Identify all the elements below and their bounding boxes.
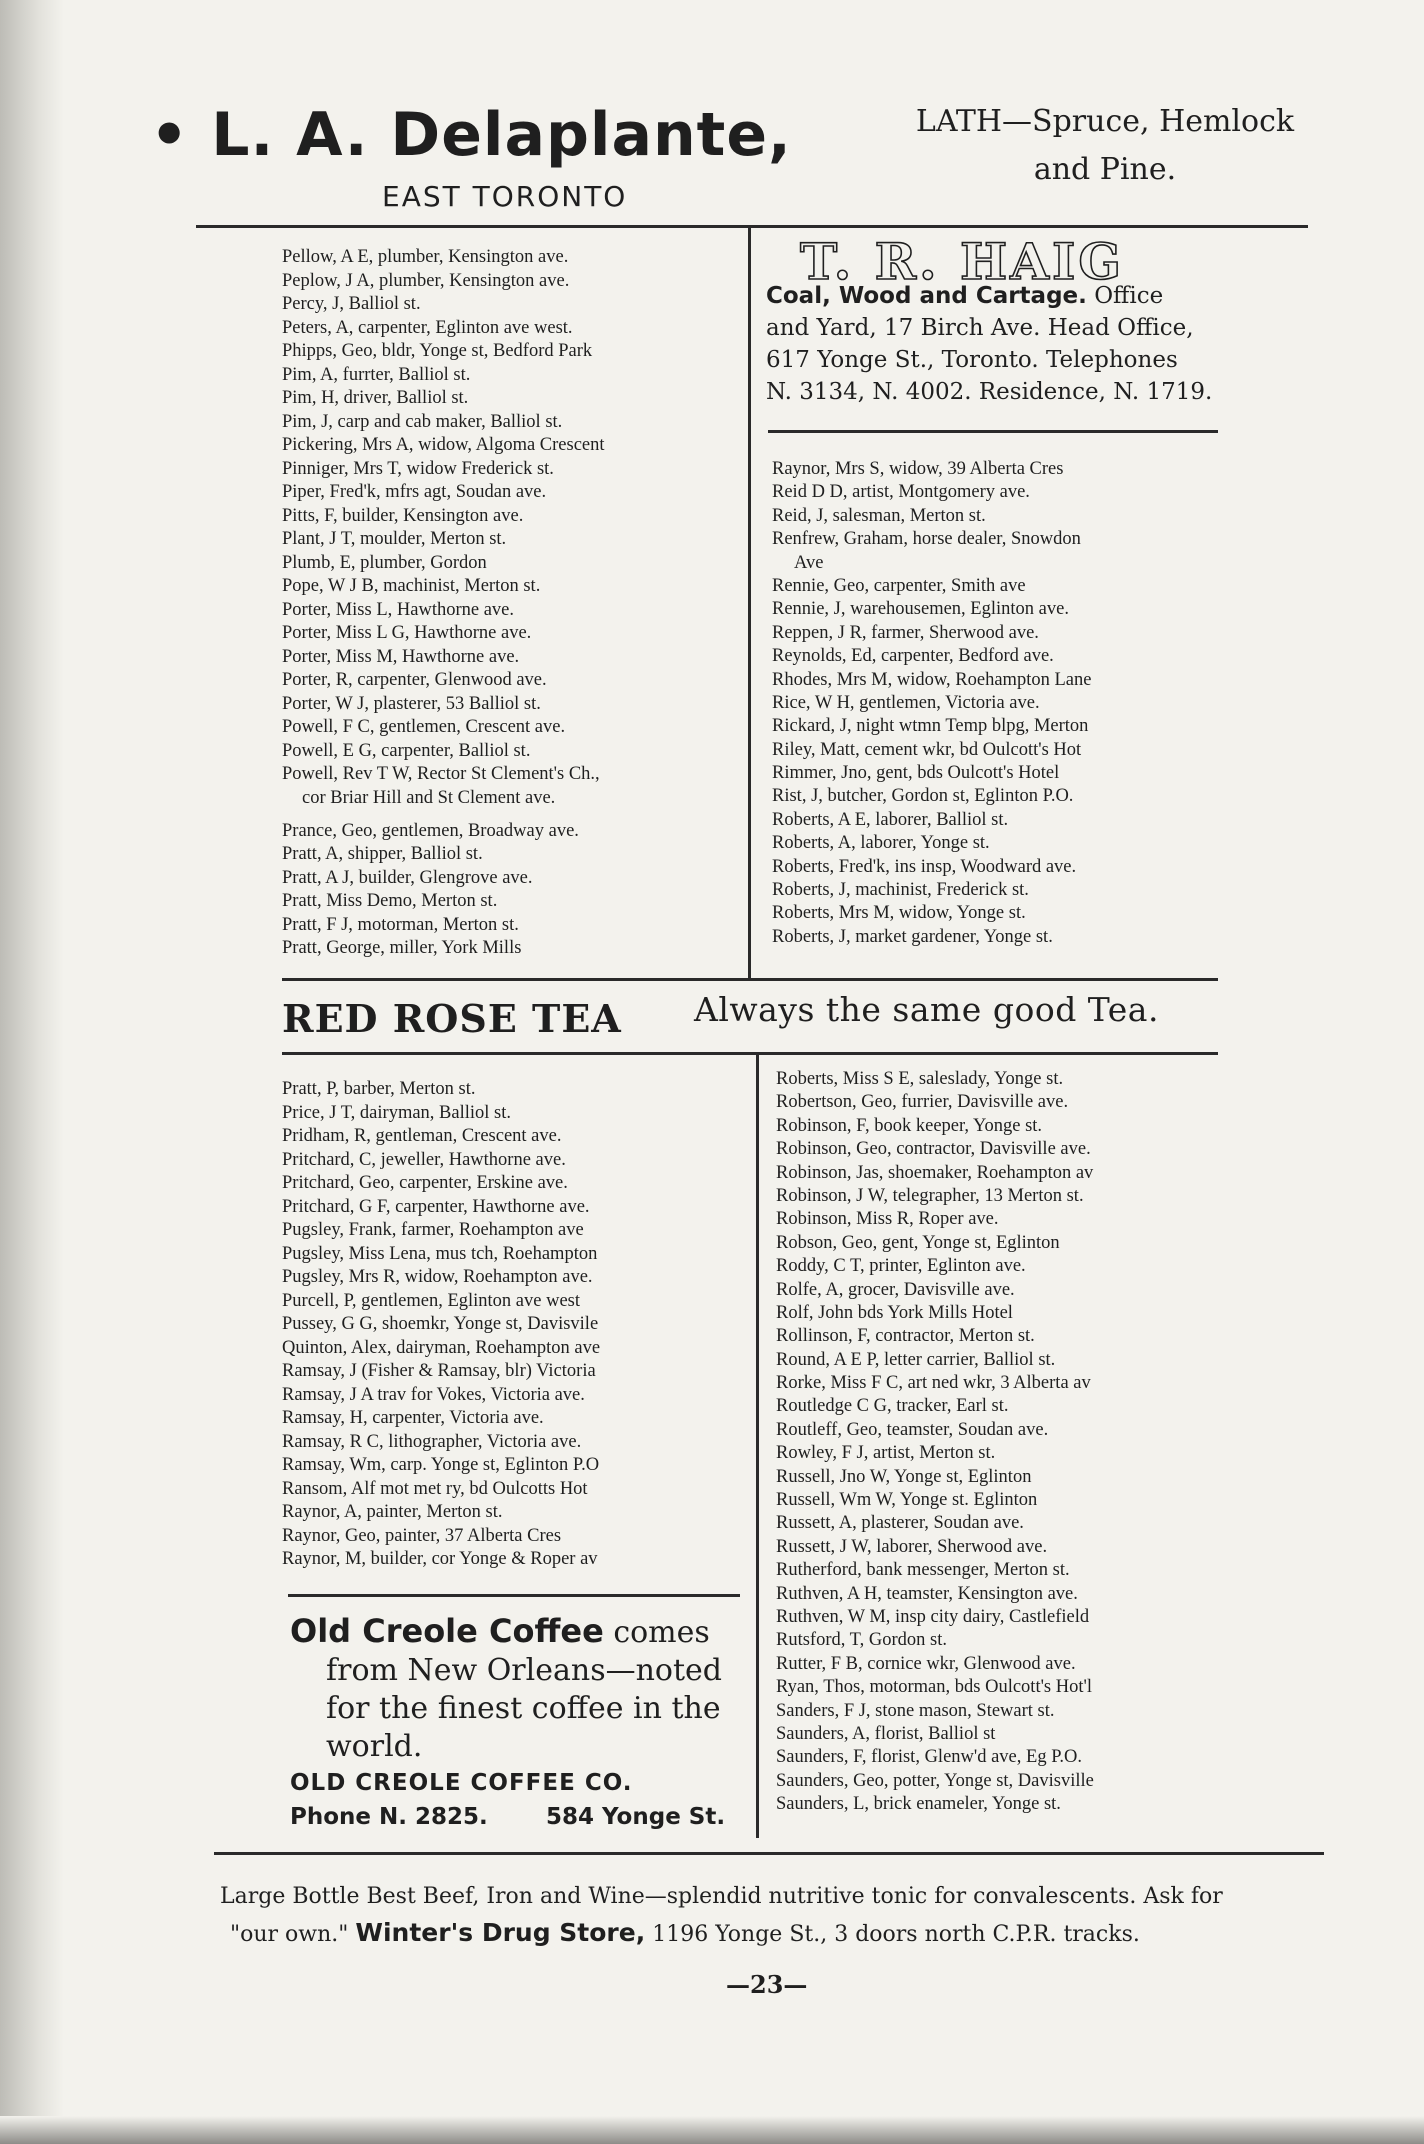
list-item: Russett, J W, laborer, Sherwood ave. [776,1536,1048,1557]
lath-products [895,98,1315,194]
haig-services: Coal, Wood and Cartage. [766,283,1087,309]
list-item: Ramsay, J A trav for Vokes, Victoria ave. [282,1384,585,1405]
list-item: Round, A E P, letter carrier, Balliol st. [776,1349,1056,1370]
list-item: Piper, Fred'k, mfrs agt, Soudan ave. [282,482,547,502]
list-item: Pritchard, C, jeweller, Hawthorne ave. [282,1149,566,1170]
footer-rule [214,1852,1324,1855]
list-item: Routleff, Geo, teamster, Soudan ave. [776,1419,1049,1440]
list-item: Saunders, F, florist, Glenw'd ave, Eg P.O. [776,1747,1083,1768]
creole-comes: comes [603,1615,710,1650]
list-item: Porter, Miss L, Hawthorne ave. [282,599,514,620]
list-item: Plant, J T, moulder, Merton st. [282,529,507,549]
list-item: Rhodes, Mrs M, widow, Roehampton Lane [772,669,1092,690]
list-item: Pugsley, Mrs R, widow, Roehampton ave. [282,1267,593,1287]
list-item: Peplow, J A, plumber, Kensington ave. [282,270,570,291]
list-item: Russett, A, plasterer, Soudan ave. [776,1513,1024,1534]
redrose-top-rule [282,978,1218,981]
page-bottom-edge [0,2116,1424,2144]
footer-drug-store: Winter's Drug Store, [355,1918,646,1947]
list-item: Roberts, J, market gardener, Yonge st. [772,926,1053,947]
footer-ad-line-2 [230,1918,1340,1947]
list-item: Rolf, John bds York Mills Hotel [776,1302,1013,1323]
list-item: Rollinson, F, contractor, Merton st. [776,1326,1035,1347]
list-item: Porter, R, carpenter, Glenwood ave. [282,670,547,690]
list-item: Saunders, Geo, potter, Yonge st, Davisville [776,1770,1094,1791]
page-binding-shadow [0,0,64,2144]
list-item: Pridham, R, gentleman, Crescent ave. [282,1126,562,1146]
creole-top-rule [288,1594,740,1597]
haig-line-1 [766,280,1226,312]
upper-column-divider [748,228,751,978]
list-item: Pratt, P, barber, Merton st. [282,1079,476,1099]
list-item: Ransom, Alf mot met ry, bd Oulcotts Hot [282,1478,588,1499]
list-item: Rutherford, bank messenger, Merton st. [776,1560,1070,1581]
footer-ad-line-1: Large Bottle Best Beef, Iron and Wine—splendid nutritive tonic for convalescents. Ask for [220,1884,1223,1909]
creole-contact [290,1804,750,1830]
list-item: Robinson, Jas, shoemaker, Roehampton av [776,1162,1094,1183]
list-item: Pickering, Mrs A, widow, Algoma Crescent [282,435,605,455]
list-item: Prance, Geo, gentlemen, Broadway ave. [282,820,579,841]
list-item: Pope, W J B, machinist, Merton st. [282,576,541,596]
list-item: Reid D D, artist, Montgomery ave. [772,482,1030,503]
list-item: Rickard, J, night wtmn Temp blpg, Merton [772,716,1089,737]
haig-line-2: and Yard, 17 Birch Ave. Head Office, [766,315,1194,341]
redrose-bottom-rule [282,1052,1218,1055]
list-item: Rolfe, A, grocer, Davisville ave. [776,1279,1015,1300]
list-item: Raynor, M, builder, cor Yonge & Roper av [282,1549,598,1569]
list-item: Porter, Miss L G, Hawthorne ave. [282,623,532,643]
page-number: —23— [726,1970,808,1999]
creole-line-1 [290,1612,750,1652]
haig-name: T. R. HAIG [800,232,1125,291]
list-item: Porter, Miss M, Hawthorne ave. [282,646,520,667]
red-rose-slogan: Always the same good Tea. [694,990,1159,1029]
creole-line-2: from New Orleans—noted [326,1653,722,1688]
list-item: Rist, J, butcher, Gordon st, Eglinton P.O. [772,786,1074,807]
list-item: Roberts, Mrs M, widow, Yonge st. [772,903,1026,924]
list-item: Pellow, A E, plumber, Kensington ave. [282,247,569,267]
list-item: Ramsay, J (Fisher & Ramsay, blr) Victoria [282,1361,596,1381]
creole-address: 584 Yonge St. [546,1804,726,1830]
list-item: Pugsley, Miss Lena, mus tch, Roehampton [282,1243,598,1264]
delaplante-heading [150,100,792,170]
lower-column-divider [756,1052,759,1838]
list-item: Ramsay, R C, lithographer, Victoria ave. [282,1431,582,1452]
list-item: Ruthven, W M, insp city dairy, Castlefield [776,1606,1090,1627]
red-rose-tea-brand: RED ROSE TEA [282,996,622,1041]
creole-phone: Phone N. 2825. [290,1804,488,1830]
list-item: Price, J T, dairyman, Balliol st. [282,1102,511,1123]
list-item: Pratt, Miss Demo, Merton st. [282,891,498,911]
list-item: Pinniger, Mrs T, widow Frederick st. [282,458,554,479]
list-item: Sanders, F J, stone mason, Stewart st. [776,1700,1055,1721]
list-item: Plumb, E, plumber, Gordon [282,552,487,573]
list-item: Rimmer, Jno, gent, bds Oulcott's Hotel [772,763,1060,784]
directory-column-a [282,246,605,961]
list-item: Pim, J, carp and cab maker, Balliol st. [282,411,563,432]
list-item: Reppen, J R, farmer, Sherwood ave. [772,622,1039,643]
list-item: Rorke, Miss F C, art ned wkr, 3 Alberta av [776,1373,1091,1394]
creole-company: OLD CREOLE COFFEE CO. [290,1770,633,1796]
list-item: Rice, W H, gentlemen, Victoria ave. [772,692,1040,713]
haig-office: Office [1086,283,1164,309]
list-item: Roberts, A E, laborer, Balliol st. [772,809,1009,830]
list-item: Roberts, Miss S E, saleslady, Yonge st. [776,1069,1064,1089]
list-item: Riley, Matt, cement wkr, bd Oulcott's Hot [772,739,1082,760]
list-item: Renfrew, Graham, horse dealer, Snowdon [772,529,1081,550]
list-item: Rutsford, T, Gordon st. [776,1630,947,1651]
list-item: Pratt, A J, builder, Glengrove ave. [282,867,533,888]
haig-line-3: 617 Yonge St., Toronto. Telephones [766,347,1178,373]
list-item: Porter, W J, plasterer, 53 Balliol st. [282,693,541,714]
list-item: Robinson, Geo, contractor, Davisville ave. [776,1139,1091,1160]
list-item: Rennie, Geo, carpenter, Smith ave [772,575,1026,596]
list-item: Ave [794,552,824,573]
list-item: Powell, E G, carpenter, Balliol st. [282,740,531,761]
list-item: Ruthven, A H, teamster, Kensington ave. [776,1583,1078,1604]
list-item: Raynor, Geo, painter, 37 Alberta Cres [282,1525,562,1546]
list-item: Reid, J, salesman, Merton st. [772,505,986,526]
creole-line-3: for the finest coffee in the [326,1691,721,1726]
list-item: Russell, Wm W, Yonge st. Eglinton [776,1490,1038,1511]
list-item: Quinton, Alex, dairyman, Roehampton ave [282,1337,601,1358]
list-item: Pim, A, furrter, Balliol st. [282,364,471,385]
list-item: Ramsay, Wm, carp. Yonge st, Eglinton P.O [282,1455,600,1475]
list-item: Powell, Rev T W, Rector St Clement's Ch., [282,764,600,784]
list-item: Pratt, F J, motorman, Merton st. [282,914,519,935]
list-item: Pratt, George, miller, York Mills [282,938,522,958]
list-item: Roberts, Fred'k, ins insp, Woodward ave. [772,856,1077,877]
list-item: Pitts, F, builder, Kensington ave. [282,505,524,526]
advertiser-location: EAST TORONTO [382,180,628,213]
list-item: Peters, A, carpenter, Eglinton ave west. [282,317,573,338]
list-item: Rennie, J, warehousemen, Eglinton ave. [772,599,1069,620]
header-rule [196,225,1308,228]
list-item: Saunders, L, brick enameler, Yonge st. [776,1794,1061,1815]
list-item: Purcell, P, gentlemen, Eglinton ave west [282,1290,580,1311]
list-item: Pugsley, Frank, farmer, Roehampton ave [282,1220,584,1240]
list-item: Robinson, J W, telegrapher, 13 Merton st. [776,1185,1084,1206]
creole-coffee-ad [290,1612,750,1766]
list-item: Ryan, Thos, motorman, bds Oulcott's Hot'l [776,1677,1092,1698]
list-item: Ramsay, H, carpenter, Victoria ave. [282,1408,544,1428]
list-item: Robson, Geo, gent, Yonge st, Eglinton [776,1232,1060,1253]
list-item: Pussey, G G, shoemkr, Yonge st, Davisvile [282,1314,599,1334]
directory-column-c [282,1078,600,1572]
list-item: Phipps, Geo, bldr, Yonge st, Bedford Park [282,341,593,361]
lath-line-1: LATH—Spruce, Hemlock [915,104,1295,139]
list-item: Robinson, F, book keeper, Yonge st. [776,1115,1043,1136]
footer-our-own: "our own." [230,1922,349,1947]
list-item: Roberts, J, machinist, Frederick st. [772,880,1029,901]
list-item: Pritchard, G F, carpenter, Hawthorne ave. [282,1196,590,1217]
list-item: Pritchard, Geo, carpenter, Erskine ave. [282,1173,568,1193]
directory-column-b [772,458,1091,949]
lath-line-2: and Pine. [1033,152,1177,187]
advertiser-name: L. A. Delaplante, [211,100,792,170]
list-item: Saunders, A, florist, Balliol st [776,1723,996,1744]
list-item: Powell, F C, gentlemen, Crescent ave. [282,717,566,737]
list-item: cor Briar Hill and St Clement ave. [302,787,556,808]
list-item: Percy, J, Balliol st. [282,294,421,314]
haig-rule [768,430,1218,433]
haig-line-4: N. 3134, N. 4002. Residence, N. 1719. [766,379,1213,405]
list-item: Rutter, F B, cornice wkr, Glenwood ave. [776,1653,1076,1674]
directory-column-d [776,1068,1094,1817]
list-item: Robinson, Miss R, Roper ave. [776,1209,999,1230]
list-item: Roberts, A, laborer, Yonge st. [772,833,990,854]
list-item: Pratt, A, shipper, Balliol st. [282,844,483,864]
list-item: Routledge C G, tracker, Earl st. [776,1396,1009,1417]
list-item: Pim, H, driver, Balliol st. [282,388,469,408]
list-item: Reynolds, Ed, carpenter, Bedford ave. [772,646,1054,667]
list-item: Raynor, Mrs S, widow, 39 Alberta Cres [772,459,1064,479]
list-item: Raynor, A, painter, Merton st. [282,1502,503,1522]
list-item: Russell, Jno W, Yonge st, Eglinton [776,1466,1032,1487]
list-item: Roddy, C T, printer, Eglinton ave. [776,1256,1026,1277]
bullet-mark: • [150,100,190,170]
haig-ad-text [766,280,1226,408]
list-item: Rowley, F J, artist, Merton st. [776,1443,996,1464]
footer-address: 1196 Yonge St., 3 doors north C.P.R. tracks. [652,1922,1140,1947]
creole-brand: Old Creole Coffee [290,1612,604,1650]
list-item: Robertson, Geo, furrier, Davisville ave. [776,1092,1069,1113]
creole-line-4: world. [326,1729,423,1764]
